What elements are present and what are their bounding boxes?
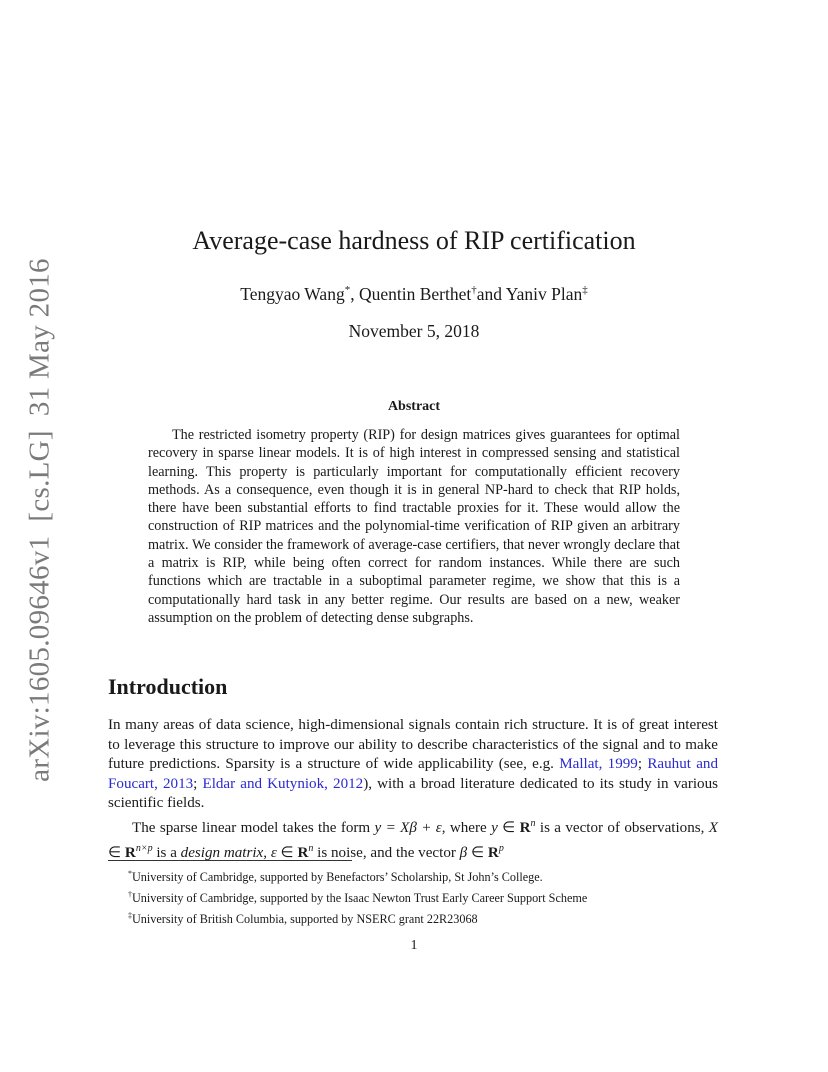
author-mark: * [344, 284, 351, 297]
author-name: Yaniv Plan [505, 284, 583, 304]
section-heading-introduction: Introduction [108, 674, 228, 699]
footnotes [128, 865, 728, 928]
footnote-text: University of British Columbia, supported by NSERC grant 22R23068 [132, 912, 478, 927]
math-expression: y = Xβ + ε [374, 820, 442, 837]
math-real-set: R [124, 844, 136, 861]
citation-separator: ; [637, 756, 648, 773]
author-name: Quentin Berthet [358, 284, 472, 304]
math-superscript: n [308, 842, 314, 854]
math-symbol: ∈ [108, 844, 125, 861]
math-superscript: p [498, 842, 504, 854]
footnote-text: University of Cambridge, supported by Benefactors’ Scholarship, St John’s College. [132, 870, 543, 885]
citation-link[interactable]: Rauhut and Foucart, 2013 [108, 756, 718, 792]
math-real-set: R [487, 844, 499, 861]
intro-text: The sparse linear model takes the form [132, 820, 375, 837]
abstract-text: The restricted isometry property (RIP) for design matrices gives guarantees for optimal recovery in sparse linear models. It is of high interest in compressed sensing and statistical learning. This property is particularly important for computationally efficient recovery methods. As a consequence, even though it is in general NP-hard to check that RIP holds, there have been substantial efforts to find tractable proxies for it. These would allow the construction of RIP matrices and the polynomial-time verification of RIP given an arbitrary matrix. We consider the framework of average-case certifiers, that never wrongly declare that a matrix is RIP, while being often correct for random instances. While there are such functions which are tractable in a suboptimal parameter regime, we show that this is a computationally hard task in any better regime. Our results are based on a new, weaker assumption on the problem of detecting dense subgraphs. [148, 427, 680, 626]
intro-text: is noise, and the vector [313, 844, 460, 861]
arxiv-category: [cs.LG] [23, 430, 56, 522]
intro-text: ), with a broad literature dedicated to its study in various scientific fields. [108, 775, 719, 812]
author-mark: ‡ [582, 284, 588, 297]
author-mark: † [471, 284, 477, 297]
intro-text: , where [441, 820, 492, 837]
arxiv-date: 31 May 2016 [23, 258, 56, 417]
math-superscript: n [530, 818, 536, 829]
intro-text: is a [152, 844, 181, 861]
paper-title: Average-case hardness of RIP certification [192, 226, 636, 255]
author-list [0, 284, 828, 305]
math-real-set: R [297, 844, 309, 861]
citation-separator: ; [193, 775, 203, 792]
author-separator: , [350, 284, 359, 304]
intro-text: , [263, 844, 271, 861]
footnote-divider [108, 860, 352, 861]
footnote [128, 907, 728, 928]
math-variable: β [459, 844, 468, 861]
author-name: Tengyao Wang [240, 284, 345, 304]
math-superscript: n×p [135, 842, 153, 854]
math-symbol: ∈ [276, 844, 298, 861]
math-real-set: R [519, 820, 531, 837]
intro-paragraph-1 [108, 716, 718, 814]
math-variable: y [491, 820, 498, 837]
arxiv-id: arXiv:1605.09646v1 [23, 535, 56, 782]
page-number: 1 [410, 938, 418, 953]
abstract-heading: Abstract [387, 399, 441, 414]
footnote [128, 865, 728, 886]
intro-paragraph-2 [108, 814, 718, 863]
math-symbol: ∈ [467, 844, 488, 861]
author-separator: and [476, 284, 506, 304]
math-variable: ε [270, 844, 277, 861]
footnote-mark: * [128, 869, 132, 878]
math-symbol: ∈ [497, 820, 520, 837]
math-variable: X [708, 820, 718, 837]
intro-text: is a vector of observations, [535, 820, 709, 837]
citation-link[interactable]: Eldar and Kutyniok, 2012 [202, 775, 364, 792]
footnote-text: University of Cambridge, supported by the Isaac Newton Trust Early Career Support Scheme [132, 891, 588, 906]
citation-link[interactable]: Mallat, 1999 [559, 756, 638, 773]
paper-date: November 5, 2018 [348, 321, 480, 341]
emphasized-term: design matrix [180, 844, 264, 861]
footnote [128, 886, 728, 907]
footnote-mark: ‡ [128, 911, 132, 921]
footnote-mark: † [128, 890, 132, 900]
intro-text: In many areas of data science, high-dimensional signals contain rich structure. It is of great interest to leverage this structure to improve our ability to describe characteristics of the signal and to make future predictions. Sparsity is a structure of wide applicability (see, e.g. [108, 717, 718, 773]
